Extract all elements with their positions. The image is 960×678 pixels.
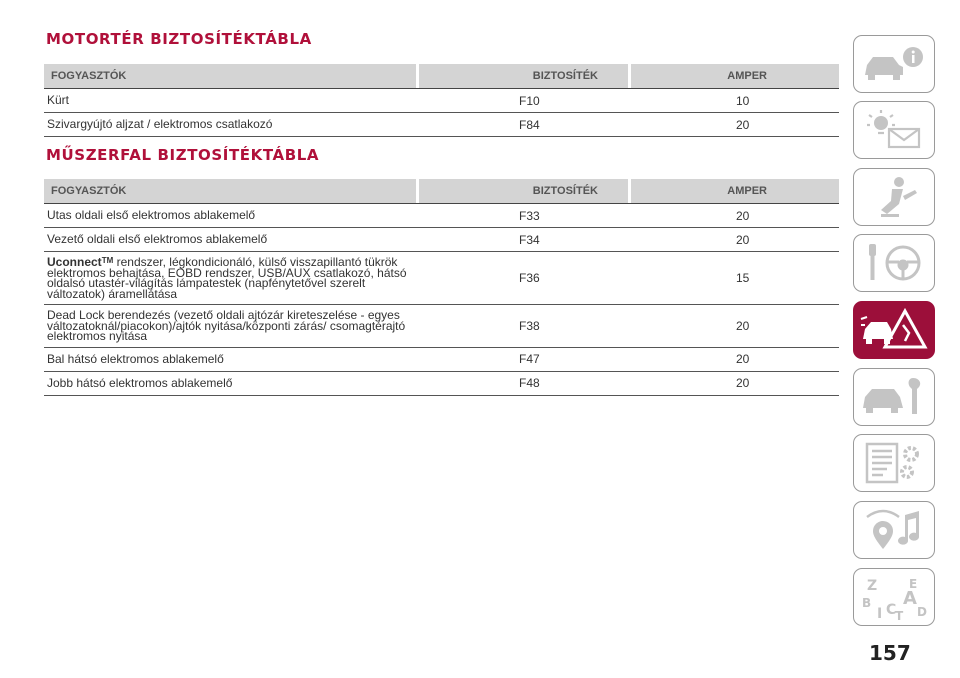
svg-text:D: D <box>917 605 927 619</box>
svg-text:T: T <box>895 609 904 620</box>
page-number: 157 <box>869 641 911 665</box>
multimedia-music-icon <box>859 507 929 553</box>
consumer-cell: Vezető oldali első elektromos ablakemelő <box>47 232 268 247</box>
svg-text:C: C <box>886 602 897 618</box>
header-consumers: FOGYASZTÓK <box>44 64 416 88</box>
tab-emergency[interactable] <box>853 301 935 359</box>
table-row <box>44 252 839 305</box>
alphabetical-index-icon <box>859 574 929 620</box>
amp-cell: 20 <box>736 376 750 390</box>
tab-warning-lights[interactable] <box>853 101 935 159</box>
consumer-cell: Bal hátsó elektromos ablakemelő <box>47 351 224 366</box>
svg-text:A: A <box>903 588 917 609</box>
fuse-cell: F34 <box>519 232 540 247</box>
table-row <box>44 348 839 372</box>
header-consumers: FOGYASZTÓK <box>44 179 416 203</box>
fuse-cell: F47 <box>519 352 540 366</box>
header-amp: AMPER <box>631 64 839 88</box>
table-row <box>44 305 839 348</box>
amp-cell: 10 <box>736 93 750 108</box>
dashboard-fuse-table <box>44 179 839 396</box>
svg-text:I: I <box>877 606 883 620</box>
table-row <box>44 228 839 252</box>
fuse-cell: F38 <box>519 318 540 333</box>
amp-cell: 20 <box>736 318 750 333</box>
consumer-text: rendszer, légkondicionáló, külső visszapillantó tükrök elektromos behajtása, EOBD rendszer, USB/AUX csatlakozó, hátsó oldalsó utastér-világítás lámpatestek (napfénytetővel szerelt változatok) áramellátása <box>47 255 407 301</box>
seat-airbag-icon <box>859 174 929 220</box>
fuse-cell: F10 <box>519 93 540 108</box>
tab-multimedia[interactable] <box>853 501 935 559</box>
car-info-icon <box>859 41 929 87</box>
trademark-mark: TM <box>101 256 114 265</box>
emergency-car-warning-icon <box>859 307 929 353</box>
amp-cell: 20 <box>736 117 750 132</box>
consumer-cell: Dead Lock berendezés (vezető oldali ajtózár kireteszelése - egyes változatoknál/piacokon)/ajtók nyitása/központi zárás/ csomagtérajtó elektromos nyitása <box>47 308 406 343</box>
consumer-cell: Jobb hátsó elektromos ablakemelő <box>47 375 233 390</box>
fuse-cell: F84 <box>519 117 540 132</box>
fuse-cell: F33 <box>519 208 540 223</box>
header-fuse: BIZTOSÍTÉK <box>419 179 628 203</box>
tab-safety[interactable] <box>853 168 935 226</box>
uconnect-brand: Uconnect <box>47 255 102 269</box>
table-row <box>44 372 839 396</box>
table-header <box>44 64 839 89</box>
table-header <box>44 179 839 204</box>
dashboard-fuse-box-title: MŰSZERFAL BIZTOSÍTÉKTÁBLA <box>46 146 320 164</box>
header-amp: AMPER <box>631 179 839 203</box>
spec-list-gear-icon <box>859 440 929 486</box>
tab-index[interactable] <box>853 568 935 626</box>
consumer-cell: Utas oldali első elektromos ablakemelő <box>47 208 256 223</box>
key-steering-wheel-icon <box>859 240 929 286</box>
engine-fuse-box-title: MOTORTÉR BIZTOSÍTÉKTÁBLA <box>46 30 312 48</box>
car-wrench-icon <box>859 374 929 420</box>
fuse-cell: F36 <box>519 271 540 285</box>
amp-cell: 20 <box>736 208 750 223</box>
svg-text:E: E <box>909 577 918 591</box>
consumer-cell: Kürt <box>47 93 70 108</box>
tab-starting-driving[interactable] <box>853 234 935 292</box>
tab-car-info[interactable] <box>853 35 935 93</box>
consumer-cell <box>44 252 419 304</box>
fuse-cell: F48 <box>519 376 540 390</box>
tab-maintenance[interactable] <box>853 368 935 426</box>
amp-cell: 20 <box>736 352 750 366</box>
engine-fuse-table <box>44 64 839 137</box>
warning-lights-message-icon <box>859 107 929 153</box>
table-row <box>44 204 839 228</box>
header-fuse: BIZTOSÍTÉK <box>419 64 628 88</box>
amp-cell: 15 <box>736 271 750 285</box>
amp-cell: 20 <box>736 232 750 247</box>
svg-text:Z: Z <box>867 578 878 594</box>
svg-text:B: B <box>862 596 872 610</box>
tab-technical-data[interactable] <box>853 434 935 492</box>
table-row <box>44 113 839 137</box>
consumer-cell: Szivargyújtó aljzat / elektromos csatlakozó <box>47 117 273 132</box>
table-row <box>44 89 839 113</box>
